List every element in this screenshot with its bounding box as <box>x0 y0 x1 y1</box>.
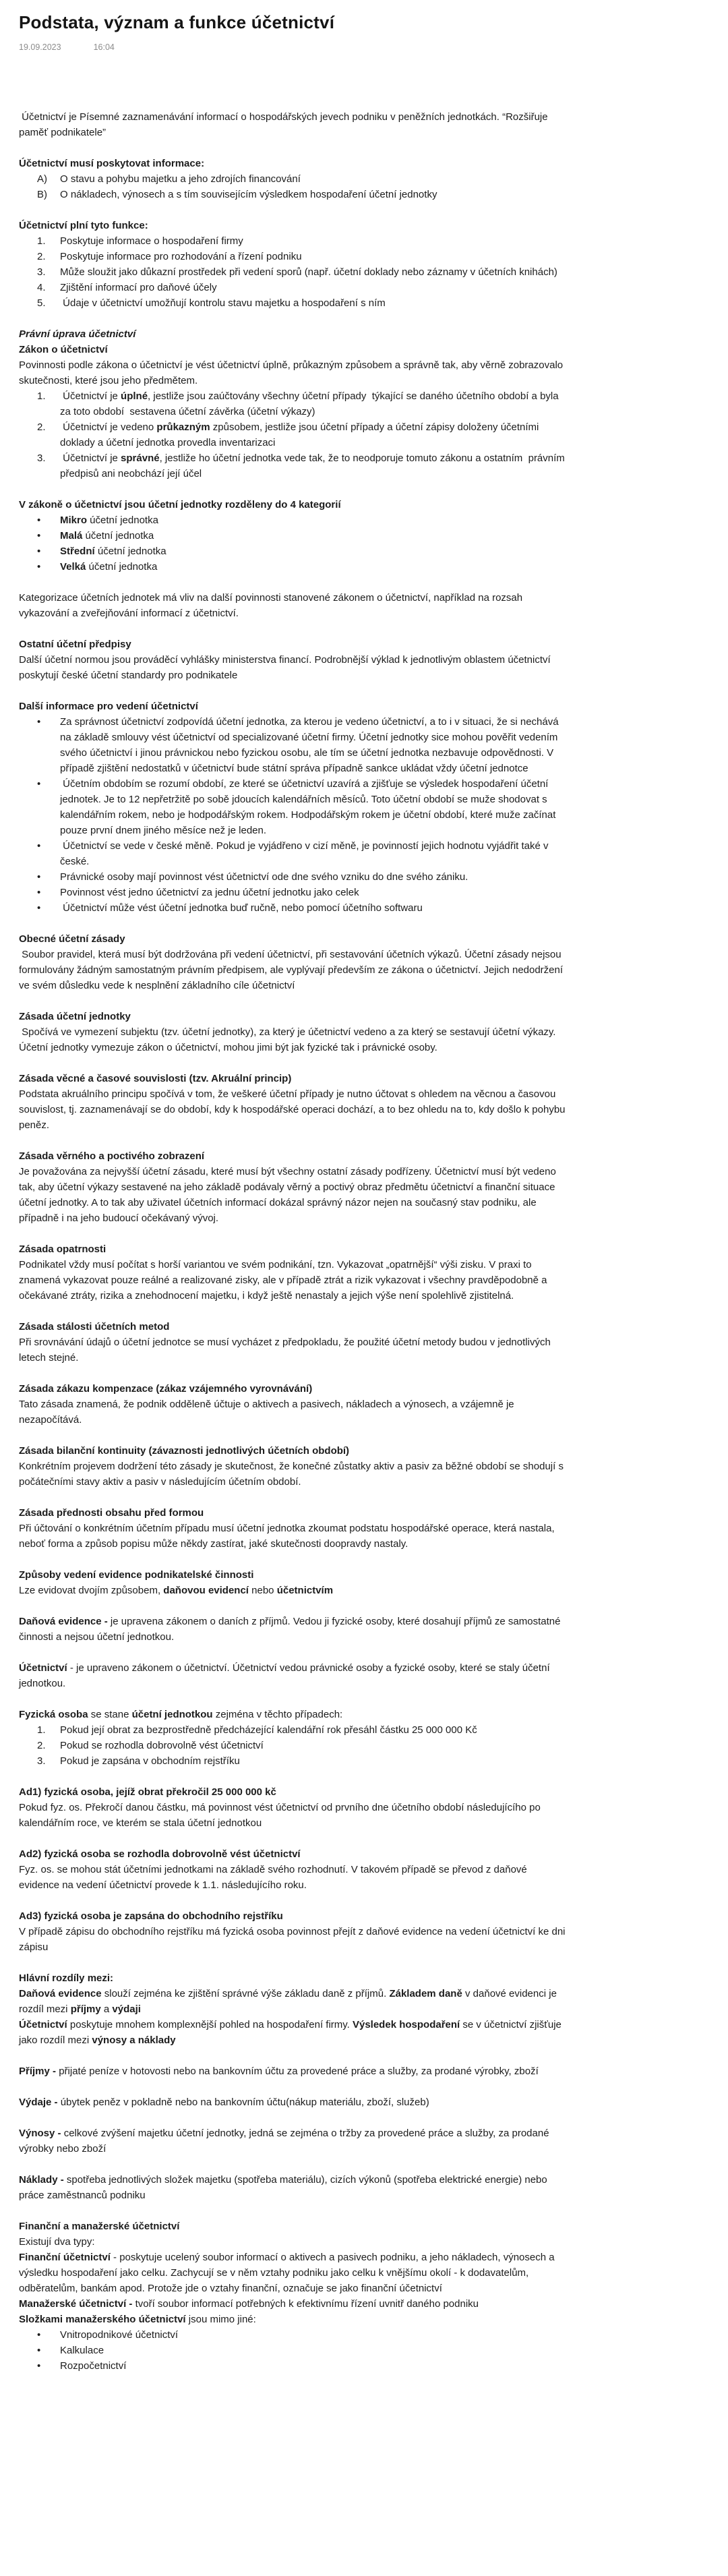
list-item-text <box>60 776 568 838</box>
list-marker: • <box>37 546 41 557</box>
text-run: Poskytuje informace o hospodaření firmy <box>60 235 243 247</box>
list-marker: • <box>37 840 41 852</box>
text-run: tvoří soubor informací potřebných k efektivnímu řízení uvnitř daného podniku <box>132 2298 479 2310</box>
list-item-text <box>60 885 568 900</box>
section-heading <box>19 1071 568 1086</box>
text-run: Účetnictví může vést účetní jednotka buď ručně, nebo pomocí účetního softwaru <box>60 902 423 914</box>
paragraph <box>19 2172 568 2203</box>
text-run: Pokud se rozhodla dobrovolně vést účetnictví <box>60 1740 264 1751</box>
text-run: - je upraveno zákonem o účetnictví. Účetnictví vedou právnické osoby a fyzické osoby, které se staly účetní jednotkou. <box>19 1662 553 1689</box>
list-item-text <box>60 838 568 869</box>
list-marker: • <box>37 902 41 914</box>
list-item-text <box>60 528 568 544</box>
list-marker: 2. <box>37 251 46 262</box>
section-heading <box>19 1319 568 1335</box>
paragraph <box>19 2126 568 2157</box>
section-heading <box>19 218 568 233</box>
text-run: Poskytuje informace pro rozhodování a řízení podniku <box>60 251 302 262</box>
list-item <box>19 2343 568 2358</box>
list-item-text <box>60 450 568 481</box>
text-run: Ad1) fyzická osoba, jejíž obrat překročil 25 000 000 kč <box>19 1786 276 1798</box>
list-item <box>19 900 568 916</box>
paragraph <box>19 2063 568 2079</box>
list-marker: • <box>37 2329 41 2341</box>
text-run: se stane <box>88 1709 132 1720</box>
list-item <box>19 171 568 187</box>
text-run: Účetnictví <box>19 2019 67 2030</box>
paragraph <box>19 2312 568 2327</box>
list-item-text <box>60 2327 568 2343</box>
list-marker: 1. <box>37 1724 46 1736</box>
paragraph <box>19 652 568 683</box>
list-item <box>19 450 568 481</box>
text-run: Pokud fyz. os. Překročí danou částku, má povinnost vést účetnictví od prvního dne účetního období následujícího po kalendářním roce, ve kterém se stala účetní jednotkou <box>19 1802 543 1829</box>
text-run: Výsledek hospodaření <box>352 2019 460 2030</box>
document-body <box>19 109 568 2374</box>
paragraph <box>19 2234 568 2250</box>
ordered-list <box>19 233 568 311</box>
text-run: účetní jednotka <box>94 546 166 557</box>
text-run: zejména v těchto případech: <box>212 1709 343 1720</box>
paragraph <box>19 1257 568 1304</box>
list-marker: 2. <box>37 1740 46 1751</box>
section-heading <box>19 326 568 342</box>
list-item-text <box>60 388 568 419</box>
text-run: Výnosy - <box>19 2128 61 2139</box>
text-run: Soubor pravidel, která musí být dodržována při vedení účetnictví, při sestavování účetních výkazů. Účetní zásady nejsou formulovány žádným samostatným právním předpisem, ale vyplývají především ze zákona o účetnictví. Jejich nedodržení ve svém důsledku vede k nesplnění základního cíle účetnictví <box>19 949 566 991</box>
list-item-text <box>60 1738 568 1753</box>
bullet-list <box>19 714 568 916</box>
text-run: V zákoně o účetnictví jsou účetní jednotky rozděleny do 4 kategorií <box>19 499 341 510</box>
list-item <box>19 528 568 544</box>
text-run: Střední <box>60 546 95 557</box>
list-item <box>19 249 568 264</box>
list-marker: 1. <box>37 390 46 402</box>
text-run: Zákon o účetnictví <box>19 344 108 355</box>
text-run: Účetnictví <box>19 1662 67 1674</box>
list-item <box>19 295 568 311</box>
text-run: Existují dva typy: <box>19 2236 95 2248</box>
text-run: Manažerské účetnictví - <box>19 2298 133 2310</box>
list-marker: 3. <box>37 452 46 464</box>
text-run: Fyzická osoba <box>19 1709 88 1720</box>
list-marker: • <box>37 778 41 790</box>
section-heading <box>19 1148 568 1164</box>
text-run: Údaje v účetnictví umožňují kontrolu stavu majetku a hospodaření s ním <box>60 297 386 309</box>
text-run: Podnikatel vždy musí počítat s horší variantou ve svém podnikání, tzn. Vykazovat „opatrnější“ výši zisku. V praxi to znamená vykazovat pouze reálné a realizované zisky, ale v případě ztrát a rizik vykazovat i všechny pravděpodobně a očekávané ztráty, rizika a znehodnocení majetku, i když ještě nenastaly a jejich výše není spolehlivě zjistitelná. <box>19 1259 550 1301</box>
text-run: průkazným <box>156 421 210 433</box>
list-item-text <box>60 869 568 885</box>
paragraph <box>19 1397 568 1428</box>
text-run: Zásada bilanční kontinuity (závaznosti jednotlivých účetních období) <box>19 1445 350 1457</box>
text-run: v daňové evidenci je rozdíl mezi <box>19 1988 560 2015</box>
text-run: Velká <box>60 561 86 573</box>
text-run: O stavu a pohybu majetku a jeho zdrojích financování <box>60 173 301 185</box>
list-item <box>19 388 568 419</box>
text-run: Další informace pro vedení účetnictví <box>19 701 198 712</box>
paragraph <box>19 1862 568 1893</box>
ordered-list <box>19 1722 568 1769</box>
list-item-text <box>60 280 568 295</box>
text-run: Při účtování o konkrétním účetním případu musí účetní jednotka zkoumat podstatu hospodářské operace, která nastala, neboť forma a způsob popisu může někdy zastírat, jaké skutečnosti doopravdy nastaly. <box>19 1523 557 1550</box>
paragraph <box>19 1164 568 1226</box>
list-item <box>19 264 568 280</box>
text-run: Ad2) fyzická osoba se rozhodla dobrovolně vést účetnictví <box>19 1848 301 1860</box>
list-marker: • <box>37 871 41 883</box>
list-item-text <box>60 171 568 187</box>
section-heading <box>19 156 568 171</box>
section-heading <box>19 1846 568 1862</box>
text-run: Další účetní normou jsou prováděcí vyhlášky ministerstva financí. Podrobnější výklad k jednotlivým oblastem účetnictví poskytují české účetní standardy pro podnikatele <box>19 654 553 681</box>
text-run: Povinnost vést jedno účetnictví za jednu účetní jednotku jako celek <box>60 887 359 898</box>
text-run: účetní jednotka <box>86 561 158 573</box>
text-run: Finanční účetnictví <box>19 2252 111 2263</box>
list-item-text <box>60 2358 568 2374</box>
text-run: Tato zásada znamená, že podnik odděleně účtuje o aktivech a pasivech, nákladech a výnosech, a vzájemně je nezapočítává. <box>19 1399 517 1426</box>
list-item-text <box>60 264 568 280</box>
paragraph <box>19 2017 568 2048</box>
text-run: Za správnost účetnictví zodpovídá účetní jednotka, za kterou je vedeno účetnictví, a to i v situaci, že si nechává na základě smlouvy vést účetnictví od specializované účetní firmy. Účetní jednotky sice mohou pověřit vedením svého účetnictví i jinou právnickou nebo fyzickou osobu, ale tím se účetní jednotka nezbavuje odpovědnosti. V případě zjištění nedostatků v účetnictví bude státní správa případně sankce ukládat vždy účetní jednotce <box>60 716 562 774</box>
text-run: účetní jednotkou <box>131 1709 213 1720</box>
list-item-text <box>60 2343 568 2358</box>
text-run: Konkrétním projevem dodržení této zásady je skutečnost, že konečné zůstatky aktiv a pasiv za běžné období se shodují s počátečními stavy aktiv a pasiv v následujícím účetním období. <box>19 1461 567 1488</box>
page-time: 16:04 <box>93 42 115 52</box>
text-run: Účetnictví se vede v české měně. Pokud je vyjádřeno v cizí měně, je povinností jejich hodnotu vyjádřit také v české. <box>60 840 551 867</box>
text-run: Účetnictví je Písemné zaznamenávání informací o hospodářských jevech podniku v peněžních jednotkách. “Rozšiřuje paměť podnikatele” <box>19 111 551 138</box>
text-run: úplné <box>121 390 148 402</box>
ordered-list <box>19 388 568 481</box>
text-run: Zjištění informací pro daňové účely <box>60 282 217 293</box>
paragraph <box>19 2296 568 2312</box>
section-heading <box>19 1567 568 1583</box>
list-marker: 3. <box>37 266 46 278</box>
paragraph <box>19 1924 568 1955</box>
list-item-text <box>60 419 568 450</box>
text-run: slouží zejména ke zjištění správné výše základu daně z příjmů. <box>101 1988 390 1999</box>
section-heading <box>19 1241 568 1257</box>
list-item <box>19 1738 568 1753</box>
list-item-text <box>60 513 568 528</box>
text-run: Výdaje - <box>19 2097 58 2108</box>
ordered-list <box>19 171 568 202</box>
text-run: Způsoby vedení evidence podnikatelské činnosti <box>19 1569 254 1581</box>
paragraph <box>19 2095 568 2110</box>
list-item <box>19 885 568 900</box>
text-run: Zásada věcné a časové souvislosti (tzv. Akruální princip) <box>19 1073 292 1084</box>
section-heading <box>19 342 568 357</box>
list-item <box>19 869 568 885</box>
text-run: jsou mimo jiné: <box>185 2314 256 2325</box>
list-marker: 4. <box>37 282 46 293</box>
list-marker: • <box>37 530 41 541</box>
text-run: výdaji <box>112 2003 141 2015</box>
text-run: Účetnictví je <box>60 452 121 464</box>
list-item <box>19 513 568 528</box>
text-run: způsobem, jestliže jsou účetní případy a účetní zápisy doloženy účetními doklady a účetní jednotka provedla inventarizaci <box>60 421 542 448</box>
list-marker: • <box>37 887 41 898</box>
section-heading <box>19 1443 568 1459</box>
section-heading <box>19 637 568 652</box>
list-item-text <box>60 714 568 776</box>
text-run: Lze evidovat dvojím způsobem, <box>19 1585 164 1596</box>
text-run: O nákladech, výnosech a s tím souvisejícím výsledkem hospodaření účetní jednotky <box>60 189 437 200</box>
text-run: Spočívá ve vymezení subjektu (tzv. účetní jednotky), za který je účetnictví vedeno a za který se sestavují účetní výkazy. Účetní jednotky vymezuje zákon o účetnictví, mohou jimi být jak fyzické tak i právnické osoby. <box>19 1026 559 1053</box>
text-run: Zásada účetní jednotky <box>19 1011 131 1022</box>
list-marker: 1. <box>37 235 46 247</box>
list-marker: • <box>37 2345 41 2356</box>
list-item-text <box>60 233 568 249</box>
text-run: Malá <box>60 530 83 541</box>
paragraph <box>19 1986 568 2017</box>
text-run: Finanční a manažerské účetnictví <box>19 2221 180 2232</box>
list-item-text <box>60 900 568 916</box>
paragraph <box>19 1086 568 1133</box>
text-run: správné <box>121 452 160 464</box>
list-item-text <box>60 1753 568 1769</box>
paragraph <box>19 590 568 621</box>
text-run: Podstata akruálního principu spočívá v tom, že veškeré účetní případy je nutno účtovat s ohledem na věcnou a časovou souvislost, tj. zaznamenávají se do období, kdy k hospodářské operaci dochází, a to bez ohledu na to, kdy došlo k pohybu peněz. <box>19 1088 568 1131</box>
paragraph <box>19 947 568 993</box>
list-marker: 3. <box>37 1755 46 1767</box>
text-run: Hlávní rozdíly mezi: <box>19 1972 114 1984</box>
paragraph <box>19 1660 568 1691</box>
text-run: - poskytuje ucelený soubor informací o aktivech a pasivech podniku, a jeho nákladech, výnosech a výsledku hospodaření jako celku. Zachycují se v něm vztahy podniku jako celku k vnějšímu okolí - k dodavatelům, odběratelům, bankám apod. Protože jde o vztahy finanční, označuje se jako finanční účetnictví <box>19 2252 557 2294</box>
text-run: , jestliže ho účetní jednotka vede tak, že to neodporuje tomuto zákonu a ostatním právním předpisů ani neobchází její účel <box>60 452 568 479</box>
text-run: účetní jednotka <box>87 515 158 526</box>
list-marker: • <box>37 561 41 573</box>
page-meta <box>19 42 568 52</box>
paragraph <box>19 1707 568 1722</box>
list-item <box>19 544 568 559</box>
section-heading <box>19 931 568 947</box>
section-heading <box>19 1784 568 1800</box>
paragraph <box>19 2250 568 2296</box>
section-heading <box>19 1009 568 1024</box>
text-run: celkové zvýšení majetku účetní jednotky, jedná se zejména o tržby za provedené práce a služby, za prodané výrobky nebo zboží <box>19 2128 552 2155</box>
text-run: Kalkulace <box>60 2345 104 2356</box>
list-item <box>19 776 568 838</box>
text-run: Kategorizace účetních jednotek má vliv na další povinnosti stanovené zákonem o účetnictví, například na rozsah vykazování a zveřejňování informací z účetnictví. <box>19 592 526 619</box>
text-run: nebo <box>248 1585 277 1596</box>
paragraph <box>19 1335 568 1366</box>
text-run: Obecné účetní zásady <box>19 933 125 945</box>
list-item <box>19 2327 568 2343</box>
list-marker: A) <box>37 173 47 185</box>
section-heading <box>19 1908 568 1924</box>
text-run: příjmy <box>70 2003 101 2015</box>
text-run: Může sloužit jako důkazní prostředek při vedení sporů (např. účetní doklady nebo záznamy v účetních knihách) <box>60 266 557 278</box>
text-run: účetní jednotka <box>82 530 154 541</box>
text-run: Právní úprava účetnictví <box>19 328 136 340</box>
list-item-text <box>60 559 568 575</box>
text-run: Při srovnávání údajů o účetní jednotce se musí vycházet z předpokladu, že použité účetní metody budou v jednotlivých letech stejné. <box>19 1337 553 1364</box>
section-heading <box>19 1505 568 1521</box>
text-run: Pokud její obrat za bezprostředně předcházející kalendářní rok přesáhl částku 25 000 000 Kč <box>60 1724 477 1736</box>
paragraph <box>19 1614 568 1645</box>
text-run: je upravena zákonem o daních z příjmů. Vedou ji fyzické osoby, které dosahují příjmů ze samostatné činnosti a nejsou účetní jednotkou. <box>19 1616 564 1643</box>
list-item <box>19 714 568 776</box>
page-date: 19.09.2023 <box>19 42 61 52</box>
text-run: Vnitropodnikové účetnictví <box>60 2329 179 2341</box>
list-marker: • <box>37 716 41 728</box>
page-title: Podstata, význam a funkce účetnictví <box>19 12 335 32</box>
list-item <box>19 2358 568 2374</box>
text-run: Rozpočetnictví <box>60 2360 127 2372</box>
text-run: V případě zápisu do obchodního rejstříku má fyzická osoba povinnost přejít z daňové evidence na vedení účetnictví ke dni zápisu <box>19 1926 568 1953</box>
text-run: , jestliže jsou zaúčtovány všechny účetní případy týkající se daného účetního období a byla za toto období sestavena účetní závěrka (účetní výkazy) <box>60 390 562 417</box>
text-run: Náklady - <box>19 2174 64 2186</box>
paragraph <box>19 1800 568 1831</box>
list-item <box>19 838 568 869</box>
text-run: Mikro <box>60 515 88 526</box>
list-item-text <box>60 1722 568 1738</box>
text-run: Ad3) fyzická osoba je zapsána do obchodního rejstříku <box>19 1910 283 1922</box>
paragraph <box>19 109 568 140</box>
text-run: poskytuje mnohem komplexnější pohled na hospodaření firmy. <box>67 2019 353 2030</box>
text-run: Právnické osoby mají povinnost vést účetnictví ode dne svého vzniku do dne svého zániku. <box>60 871 468 883</box>
text-run: Je považována za nejvyšší účetní zásadu, které musí být všechny ostatní zásady podřízeny. Účetnictví musí být vedeno tak, aby účetní výkazy sestavené na jeho základě podávaly věrný a poctivý obraz předmětu účetnictví a finanční situace účetní jednotky. A to tak aby uživatel účetních informací dokázal správný názor nejen na současný stav podniku, ale případně i na jeho budoucí očekávaný vývoj. <box>19 1166 559 1224</box>
list-item-text <box>60 295 568 311</box>
text-run: Fyz. os. se mohou stát účetními jednotkami na základě svého rozhodnutí. V takovém případě se převod z daňové evidence na vedení účetnictví provede k 1.1. následujícího roku. <box>19 1864 530 1891</box>
list-marker: • <box>37 2360 41 2372</box>
text-run: se v účetnictví zjišťuje jako rozdíl mezi <box>19 2019 565 2046</box>
text-run: výnosy a náklady <box>92 2035 176 2046</box>
paragraph <box>19 1521 568 1552</box>
bullet-list <box>19 513 568 575</box>
text-run: přijaté peníze v hotovosti nebo na bankovním účtu za provedené práce a služby, za prodané výrobky, zboží <box>56 2066 539 2077</box>
paragraph <box>19 357 568 388</box>
text-run: účetnictvím <box>276 1585 334 1596</box>
text-run: Účetním obdobím se rozumí období, ze které se účetnictví uzavírá a zjišťuje se výsledek hospodaření účetní jednotek. Je to 12 nepřetržitě po sobě jdoucích kalendářních měsíců. Toto účetní období se muže shodovat s kalendářním rokem, nebo je hodpodářským rokem. Hodpodářským rokem je účetní období, které muže začínat pouze první dnem jiného měsíce než je leden. <box>60 778 559 836</box>
text-run: Příjmy - <box>19 2066 57 2077</box>
text-run: Účetnictví je <box>60 390 121 402</box>
list-item <box>19 280 568 295</box>
text-run: Složkami manažerského účetnictví <box>19 2314 186 2325</box>
list-item <box>19 1753 568 1769</box>
section-heading <box>19 699 568 714</box>
text-run: daňovou evidencí <box>163 1585 249 1596</box>
text-run: Zásada opatrnosti <box>19 1243 107 1255</box>
list-item-text <box>60 249 568 264</box>
section-heading <box>19 2219 568 2234</box>
list-item <box>19 233 568 249</box>
text-run: Povinnosti podle zákona o účetnictví je vést účetnictví úplně, průkazným způsobem a správně tak, aby věrně zobrazovalo skutečnosti, které jsou jeho předmětem. <box>19 359 566 386</box>
text-run: Zásada přednosti obsahu před formou <box>19 1507 204 1519</box>
paragraph <box>19 1583 568 1598</box>
list-marker: 2. <box>37 421 46 433</box>
text-run: spotřeba jednotlivých složek majetku (spotřeba materiálu), cizích výkonů (spotřeba elektrické energie) nebo práce zaměstnanců podniku <box>19 2174 550 2201</box>
list-marker: • <box>37 515 41 526</box>
text-run: Základem daně <box>389 1988 462 1999</box>
list-item <box>19 559 568 575</box>
text-run: Ostatní účetní předpisy <box>19 639 131 650</box>
list-item <box>19 187 568 202</box>
section-heading <box>19 1381 568 1397</box>
list-item-text <box>60 187 568 202</box>
paragraph <box>19 1459 568 1490</box>
text-run: Daňová evidence <box>19 1988 102 1999</box>
list-item-text <box>60 544 568 559</box>
text-run: Zásada zákazu kompenzace (zákaz vzájemného vyrovnávání) <box>19 1383 313 1395</box>
text-run: Účetnictví musí poskytovat informace: <box>19 158 205 169</box>
paragraph <box>19 1024 568 1055</box>
text-run: Pokud je zapsána v obchodním rejstříku <box>60 1755 240 1767</box>
section-heading <box>19 1970 568 1986</box>
text-run: Účetnictví plní tyto funkce: <box>19 220 148 231</box>
text-run: Daňová evidence - <box>19 1616 108 1627</box>
text-run: Zásada stálosti účetních metod <box>19 1321 170 1333</box>
list-item <box>19 1722 568 1738</box>
section-heading <box>19 497 568 513</box>
text-run: a <box>100 2003 113 2015</box>
bullet-list <box>19 2327 568 2374</box>
list-marker: 5. <box>37 297 46 309</box>
text-run: Účetnictví je vedeno <box>60 421 157 433</box>
list-marker: B) <box>37 189 47 200</box>
text-run: úbytek peněz v pokladně nebo na bankovním účtu(nákup materiálu, zboží, služeb) <box>57 2097 429 2108</box>
list-item <box>19 419 568 450</box>
text-run: Zásada věrného a poctivého zobrazení <box>19 1150 205 1162</box>
